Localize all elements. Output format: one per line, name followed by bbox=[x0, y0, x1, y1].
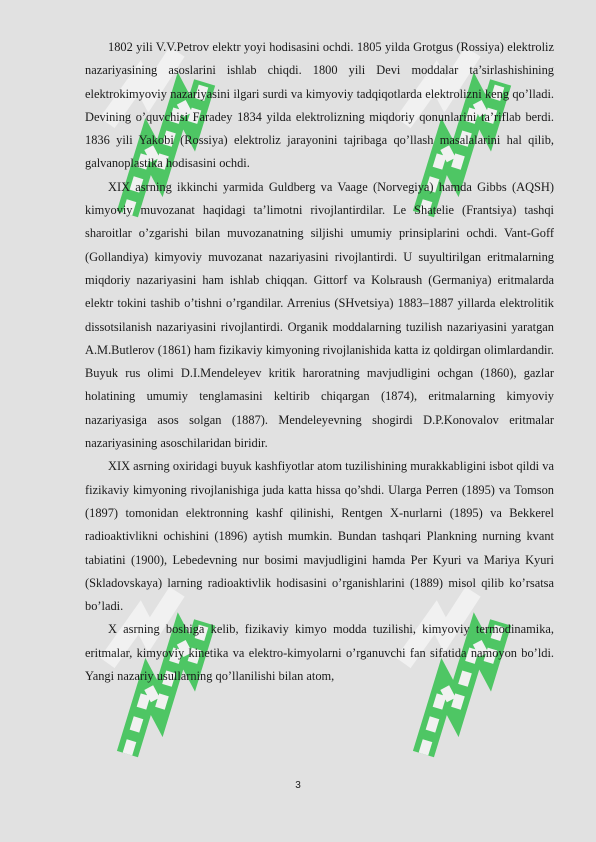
page-number: 3 bbox=[295, 780, 301, 791]
paragraph: 1802 yili V.V.Petrov elektr yoyi hodisasini ochdi. 1805 yilda Grotgus (Rossiya) elektroliz nazariyasining asoslarini ishlab chiqdi. 1800 yili Devi moddalar ta’sirlashishining elektrokimyoviy nazariyasini ilgari surdi va kimyoviy tadqiqotlarda elektrolizni keng qo’lladi. Devining o’quvchisi Faradey 1834 yilda elektrolizning miqdoriy qonunlarini ta’riflab berdi. 1836 yili Yakobi (Rossiya) elektroliz jarayonini tajribaga qo’llash masalalarini hal qilib, galvanoplastika hodisasini ochdi. bbox=[85, 40, 554, 171]
paragraph: XIX asrning oxiridagi buyuk kashfiyotlar atom tuzilishining murakkabligini isbot qildi va fizikaviy kimyoning rivojlanishiga juda katta hissa qo’shdi. Ularga Perren (1895) va Tomson (1897) tomonidan elektronning kashf qilinishi, Rentgen X-nurlarni (1895) va Bekkerel radioaktivlikni ochishini (1896) aytish mumkin. Bundan tashqari Plankning nurning kvant tabiatini (1900), Lebedevning nur bosimi mavjudligini hamda Per Kyuri va Mariya Kyuri (Skladovskaya) larning radioaktivlik hodisasini o’rganishlarini (1889) misol qilib ko’rsatsa bo’ladi. bbox=[85, 459, 554, 614]
paragraph: XIX asrning ikkinchi yarmida Guldberg va Vaage (Norvegiya) hamda Gibbs (AQSH) kimyoviy muvozanat haqidagi ta’limotni rivojlantirdilar. Le Shatelie (Frantsiya) tashqi sharoitlar o’zgarishi bilan muvozanatning siljishi umumiy prinsiplarini ochdi. Vant-Goff (Gollandiya) kimyoviy muvozanat nazariyasini rivojlantirdi. U suyultirilgan eritmalarning miqdoriy nazariyasini ham ishlab chiqqan. Gittorf va Kolьraush (Germaniya) eritmalarda elektr tokini tashib o’tishni o’rgandilar. Arrenius (SHvetsiya) 1883–1887 yillarda elektrolitik dissotsilanish nazariyasini rivojlantirdi. Organik moddalarning tuzilish nazariyasini yaratgan A.M.Butlerov (1861) ham fizikaviy kimyoning rivojlanishida katta iz qoldirgan olimlardandir. Buyuk rus olimi D.I.Mendeleyev kritik haroratning mavjudligini ochgan (1860), gazlar holatining umumiy tenglamasini keltirib chiqargan (1874), eritmalarning kimyoviy nazariyasiga asos solgan (1887). Mendeleyevning shogirdi D.P.Konovalov eritmalar nazariyasining asoschilaridan biridir. bbox=[85, 179, 554, 451]
paragraph: X asrning boshiga kelib, fizikaviy kimyo modda tuzilishi, kimyoviy termodinamika, eritmalar, kimyoviy kinetika va elektro-kimyolarni o’rganuvchi fan sifatida namoyon bo’ldi. Yangi nazariy usullarning qo’llanilishi bilan atom, bbox=[85, 622, 554, 684]
document-body bbox=[85, 36, 554, 688]
